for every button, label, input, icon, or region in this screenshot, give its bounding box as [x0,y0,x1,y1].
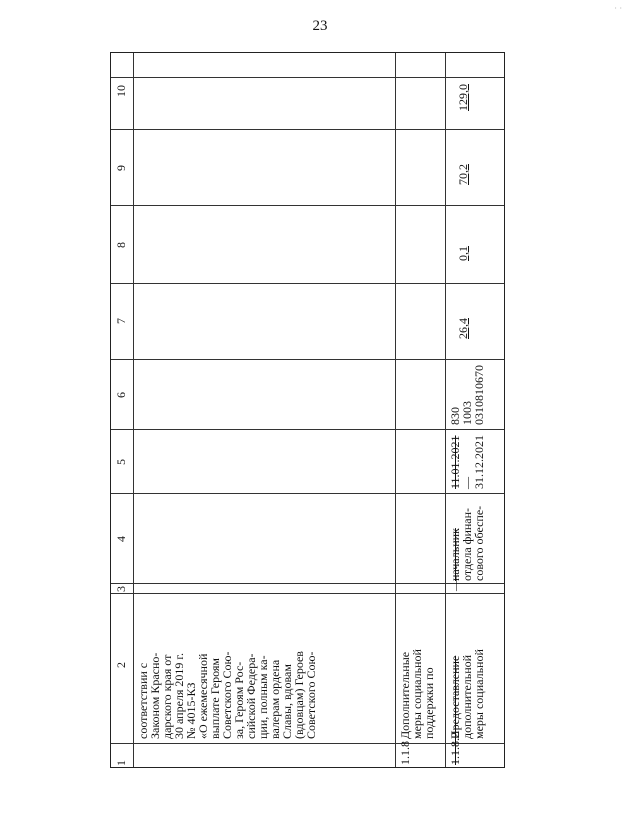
row-1-1-8-2-number: 1.1.8.2 [448,732,462,765]
header-col-10: 10 [114,85,128,97]
header-row-divider [133,53,134,767]
row-1-1-8-2-col2: Предоставление дополнительной меры социальной [448,649,486,739]
page-number: 23 [312,18,328,34]
row-1-1-8-2-col3: — [448,579,462,591]
header-col-3: 3 [114,586,128,592]
row-1-1-8-col2: Дополнительные меры социальной поддержки по [398,649,436,739]
row-1-1-8-number: 1.1.8 [398,741,412,765]
row-1-1-8-2-col5: 11.01.2021 — 31.12.2021 [448,435,486,489]
row-1-1-8-2-col9: 70,2 [456,164,470,185]
row-divider [395,53,396,767]
row-1-1-8-2-col6: 830 1003 0310810670 [448,365,486,425]
corner-mark: · · [614,4,622,13]
header-col-7: 7 [114,318,128,324]
rotated-table [110,52,505,768]
row-1-1-8-2-col10: 129,0 [456,84,470,111]
continuation-col2: соответствии с Законом Красно- дарского края от 30 апреля 2019 г. № 4015-КЗ «О ежемесячной выплате Героям Советского Сою- за, Героям Рос- сийской Федера- ции, полным ка- валерам ордена Славы, вдовам (вдовцам) Героев Советского Сою- [136,651,318,739]
row-1-1-8-2-col7: 26,4 [456,318,470,339]
header-col-2: 2 [114,662,128,668]
row-1-1-8-2-col4: начальник отдела финан- сового обеспе- [448,505,486,581]
row-divider [445,53,446,767]
header-col-5: 5 [114,459,128,465]
header-col-6: 6 [114,392,128,398]
header-col-1: 1 [114,760,128,766]
header-col-8: 8 [114,242,128,248]
row-1-1-8-2-col8: 0,1 [456,246,470,261]
header-col-4: 4 [114,536,128,542]
header-col-9: 9 [114,165,128,171]
